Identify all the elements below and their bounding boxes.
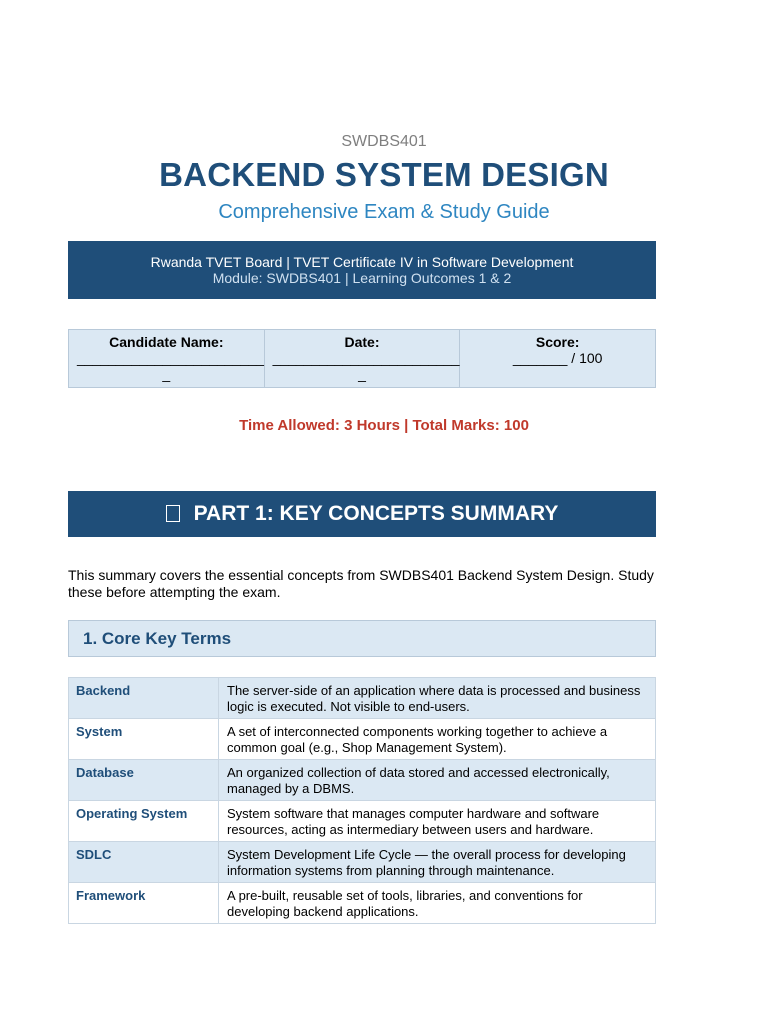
term-name: Backend [69, 678, 219, 719]
score-label: Score: [535, 334, 580, 350]
term-definition: An organized collection of data stored and accessed electronically, managed by a DBMS. [219, 760, 656, 801]
term-name: Operating System [69, 801, 219, 842]
candidate-name-label: Candidate Name: [109, 334, 224, 350]
document-title: BACKEND SYSTEM DESIGN [159, 156, 609, 193]
term-name: Framework [69, 883, 219, 924]
candidate-name-blank: ________________________ [77, 350, 264, 366]
part1-intro: This summary covers the essential concepts from SWDBS401 Backend System Design. Study these before attempting the exam. [68, 567, 654, 600]
banner-institution-line: Rwanda TVET Board | TVET Certificate IV in Software Development [150, 254, 574, 270]
candidate-name-cell [69, 330, 265, 388]
term-name: Database [69, 760, 219, 801]
document-subtitle: Comprehensive Exam & Study Guide [218, 201, 550, 223]
table-row [69, 801, 656, 842]
key-terms-table [68, 677, 656, 924]
term-definition: System Development Life Cycle — the overall process for developing information systems from planning through maintenance. [219, 842, 656, 883]
info-banner [68, 241, 656, 299]
score-cell [460, 330, 656, 388]
table-row [69, 719, 656, 760]
date-label: Date: [344, 334, 380, 350]
table-row [69, 883, 656, 924]
term-definition: The server-side of an application where data is processed and business logic is executed. Not visible to end-users. [219, 678, 656, 719]
term-name: System [69, 719, 219, 760]
term-definition: A pre-built, reusable set of tools, libraries, and conventions for developing backend applications. [219, 883, 656, 924]
candidate-info-table [68, 329, 656, 388]
part1-title: PART 1: KEY CONCEPTS SUMMARY [193, 502, 559, 525]
course-code: SWDBS401 [341, 133, 427, 150]
term-definition: A set of interconnected components working together to achieve a common goal (e.g., Shop Management System). [219, 719, 656, 760]
part1-header [68, 491, 656, 537]
table-row [69, 760, 656, 801]
date-blank-tail: _ [358, 366, 366, 382]
time-and-marks: Time Allowed: 3 Hours | Total Marks: 100 [239, 417, 529, 434]
document-icon [166, 505, 180, 522]
score-blank: _______ / 100 [512, 350, 603, 366]
section1-header: 1. Core Key Terms [68, 620, 656, 657]
term-definition: System software that manages computer hardware and software resources, acting as intermediary between users and hardware. [219, 801, 656, 842]
date-cell [264, 330, 460, 388]
banner-module-line: Module: SWDBS401 | Learning Outcomes 1 & 2 [212, 270, 512, 286]
date-blank: ________________________ [272, 350, 460, 366]
table-row [69, 842, 656, 883]
candidate-name-blank-tail: _ [162, 366, 171, 382]
term-name: SDLC [69, 842, 219, 883]
table-row [69, 678, 656, 719]
